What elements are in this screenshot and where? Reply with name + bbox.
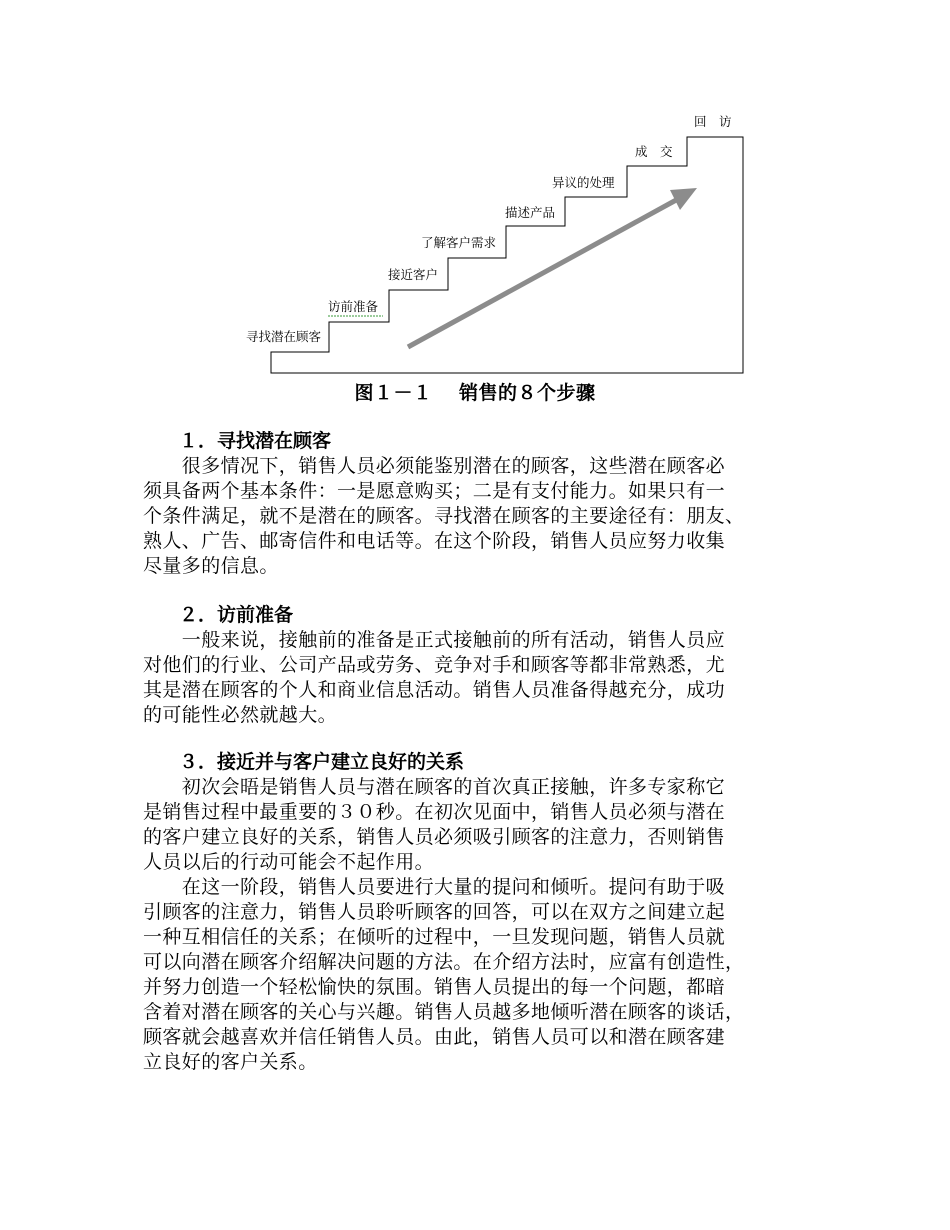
paragraph-line: 很多情况下，销售人员必须能鉴别潜在的顾客，这些潜在顾客必 (143, 455, 726, 477)
paragraph-line: 一种互相信任的关系；在倾听的过程中，一旦发现问题，销售人员就 (143, 926, 726, 948)
section-paragraph (143, 454, 843, 579)
staircase-outline (271, 137, 743, 373)
paragraph-line: 含着对潜在顾客的关心与兴趣。销售人员越多地倾听潜在顾客的谈话， (143, 1001, 745, 1023)
section-find-prospects (143, 429, 843, 579)
paragraph-line: 可以向潜在顾客介绍解决问题的方法。在介绍方法时，应富有创造性， (143, 951, 745, 973)
step-label-2: 访前准备 (328, 299, 379, 314)
section-paragraph (143, 775, 843, 875)
paragraph-line: 其是潜在顾客的个人和商业信息活动。销售人员准备得越充分，成功 (143, 679, 726, 701)
step-label-6: 异议的处理 (552, 175, 615, 190)
section-heading: ２．访前准备 (179, 604, 294, 626)
section-paragraph (143, 875, 843, 1075)
paragraph-line: 对他们的行业、公司产品或劳务、竞争对手和顾客等都非常熟悉，尤 (143, 654, 726, 676)
step-label-8: 回 访 (694, 114, 732, 129)
sales-steps-figure (0, 0, 950, 380)
paragraph-line: 初次会晤是销售人员与潜在顾客的首次真正接触，许多专家称它 (143, 776, 726, 798)
paragraph-line: 须具备两个基本条件：一是愿意购买；二是有支付能力。如果只有一 (143, 480, 726, 502)
paragraph-line: 引顾客的注意力，销售人员聆听顾客的回答，可以在双方之间建立起 (143, 901, 726, 923)
paragraph-line: 人员以后的行动可能会不起作用。 (143, 851, 435, 873)
paragraph-line: 是销售过程中最重要的３０秒。在初次见面中，销售人员必须与潜在 (143, 801, 726, 823)
paragraph-line: 个条件满足，就不是潜在的顾客。寻找潜在顾客的主要途径有：朋友、 (143, 505, 745, 527)
step-label-1: 寻找潜在顾客 (246, 329, 322, 344)
paragraph-line: 顾客就会越喜欢并信任销售人员。由此，销售人员可以和潜在顾客建 (143, 1026, 726, 1048)
section-heading: １．寻找潜在顾客 (179, 430, 332, 452)
paragraph-line: 立良好的客户关系。 (143, 1051, 318, 1073)
figure-caption: 图１－１ 销售的８个步骤 (354, 382, 596, 404)
paragraph-line: 的客户建立良好的关系，销售人员必须吸引顾客的注意力，否则销售 (143, 826, 726, 848)
section-approach-and-rapport (143, 750, 843, 1075)
paragraph-line: 在这一阶段，销售人员要进行大量的提问和倾听。提问有助于吸 (143, 876, 726, 898)
paragraph-line: 并努力创造一个轻松愉快的氛围。销售人员提出的每一个问题，都暗 (143, 976, 726, 998)
paragraph-line: 一般来说，接触前的准备是正式接触前的所有活动，销售人员应 (143, 629, 726, 651)
step-label-7: 成 交 (635, 144, 673, 159)
step-label-4: 了解客户需求 (421, 235, 497, 250)
step-label-3: 接近客户 (388, 267, 439, 282)
section-heading: ３．接近并与客户建立良好的关系 (179, 751, 465, 773)
step-label-5: 描述产品 (505, 205, 556, 220)
paragraph-line: 熟人、广告、邮寄信件和电话等。在这个阶段，销售人员应努力收集 (143, 530, 726, 552)
paragraph-line: 尽量多的信息。 (143, 555, 279, 577)
section-pre-visit-preparation (143, 603, 843, 728)
section-paragraph (143, 628, 843, 728)
paragraph-line: 的可能性必然就越大。 (143, 704, 338, 726)
